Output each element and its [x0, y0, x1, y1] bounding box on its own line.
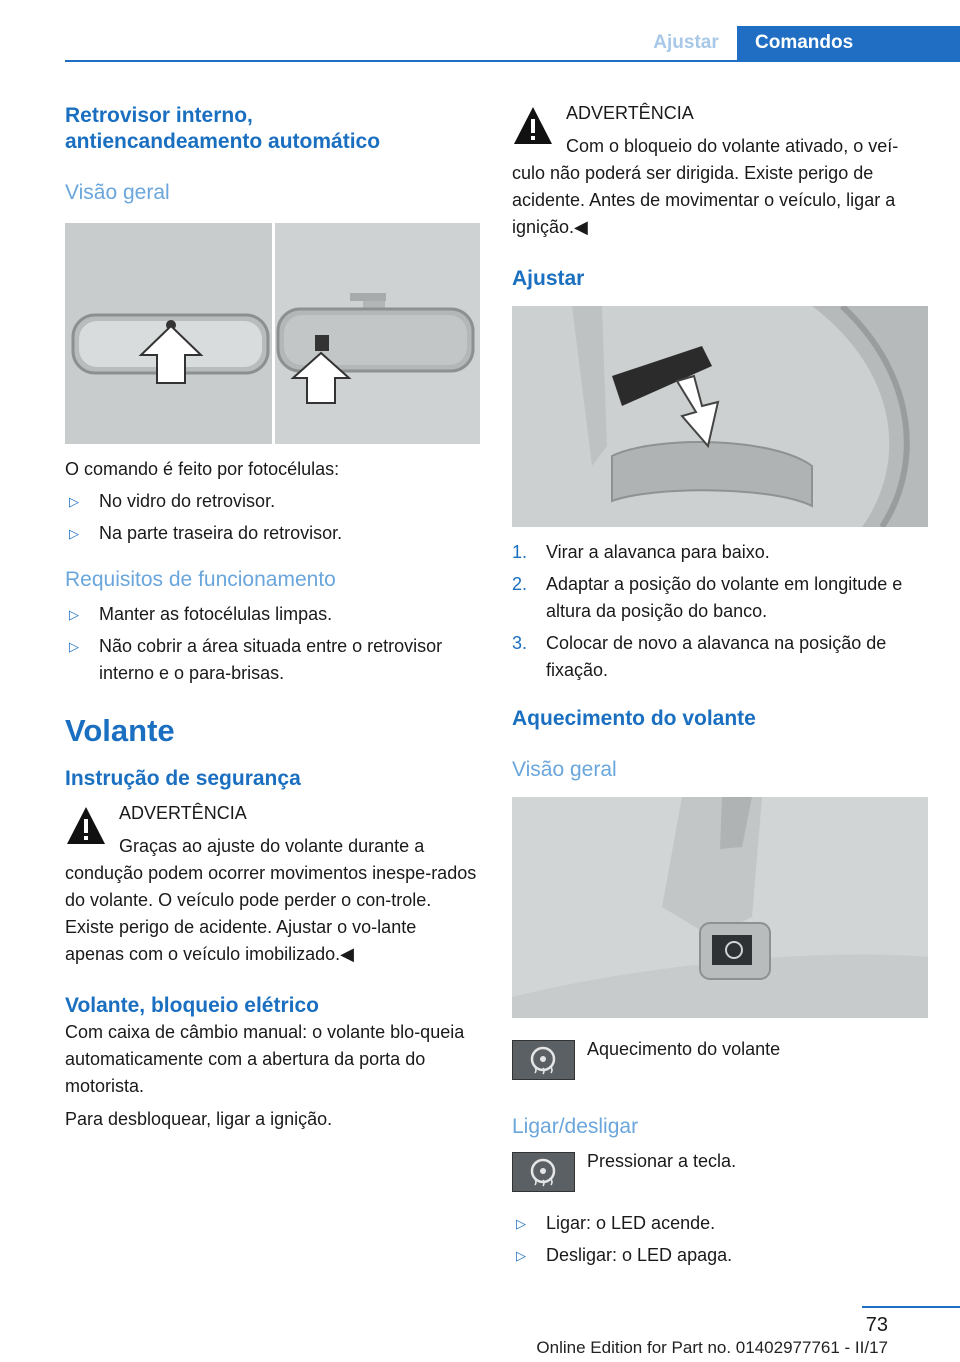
list-item	[65, 488, 480, 515]
warning-text: condução podem ocorrer movimentos inespe-rados do volante. O veículo pode perder o con-trole. Existe perigo de acidente. Ajustar o vo-lante apenas com o veículo imobilizado.◀	[65, 863, 477, 964]
tab-comandos[interactable]: Comandos	[737, 26, 960, 62]
requirements-list	[65, 601, 480, 687]
warning-block	[512, 100, 928, 241]
unlock-text: Para desbloquear, ligar a ignição.	[65, 1109, 333, 1129]
heating-overview-heading: Visão geral	[512, 758, 617, 781]
step-number: 1.	[512, 542, 528, 562]
warning-block	[65, 800, 480, 968]
triangle-bullet-icon: ▷	[516, 1248, 526, 1263]
warning-triangle-icon	[65, 804, 107, 848]
title-line-2: antiencandeamento automático	[65, 130, 381, 153]
list-item	[65, 601, 480, 628]
list-item-text: Desligar: o LED apaga.	[546, 1245, 733, 1265]
heating-button-photo	[512, 797, 928, 1018]
intro-text: O comando é feito por fotocélulas:	[65, 459, 340, 479]
list-item-text: Manter as fotocélulas limpas.	[99, 604, 333, 624]
lock-text: Com caixa de câmbio manual: o volante blo-queia automaticamente com a abertura da porta do motorista.	[65, 1022, 465, 1096]
edition-footer: Online Edition for Part no. 01402977761 - II/17	[536, 1338, 888, 1357]
list-item-text: Ligar: o LED acende.	[546, 1213, 716, 1233]
heating-icon-row	[512, 1036, 928, 1084]
list-item	[512, 539, 928, 566]
triangle-bullet-icon: ▷	[69, 607, 79, 622]
footer-rule	[862, 1306, 960, 1308]
step-text: Adaptar a posição do volante em longitude e altura da posição do banco.	[546, 574, 903, 621]
step-number: 2.	[512, 574, 528, 594]
list-item	[512, 630, 928, 684]
adjust-steps	[512, 539, 928, 684]
warning-text-first: Com o bloqueio do volante ativado, o veí-	[566, 136, 899, 156]
warning-triangle-icon	[512, 104, 554, 148]
photocell-list	[65, 488, 480, 547]
heating-heading: Aquecimento do volante	[512, 707, 756, 730]
list-item-text: No vidro do retrovisor.	[99, 491, 276, 511]
page-number: 73	[865, 1314, 888, 1336]
lock-heading: Volante, bloqueio elétrico	[65, 994, 319, 1017]
onoff-heading: Ligar/desligar	[512, 1115, 639, 1138]
triangle-bullet-icon: ▷	[69, 494, 79, 509]
title-line-1: Retrovisor interno,	[65, 104, 253, 127]
adjust-heading: Ajustar	[512, 267, 585, 290]
press-key-text: Pressionar a tecla.	[587, 1151, 737, 1171]
overview-heading: Visão geral	[65, 181, 170, 204]
steering-lever-photo	[512, 306, 928, 527]
step-text: Colocar de novo a alavanca na posição de fixação.	[546, 633, 887, 680]
left-column	[65, 100, 480, 1133]
warning-text-first: Graças ao ajuste do volante durante a	[119, 836, 425, 856]
chapter-title-volante: Volante	[65, 713, 175, 748]
triangle-bullet-icon: ▷	[69, 639, 79, 654]
triangle-bullet-icon: ▷	[69, 526, 79, 541]
header-rule	[65, 60, 960, 62]
safety-heading: Instrução de segurança	[65, 767, 301, 790]
list-item-text: Não cobrir a área situada entre o retrovisor interno e o para-brisas.	[99, 636, 443, 683]
steering-heating-icon	[512, 1040, 575, 1080]
triangle-bullet-icon: ▷	[516, 1216, 526, 1231]
right-column	[512, 100, 928, 1274]
requirements-heading: Requisitos de funcionamento	[65, 568, 336, 591]
mirror-photo	[65, 223, 480, 444]
list-item	[512, 1210, 928, 1237]
step-number: 3.	[512, 633, 528, 653]
heated-wheel-icon	[513, 1041, 574, 1079]
warning-title: ADVERTÊNCIA	[566, 103, 694, 123]
press-key-row	[512, 1148, 928, 1196]
mirror-illustration	[65, 223, 480, 444]
list-item	[65, 633, 480, 687]
list-item-text: Na parte traseira do retrovisor.	[99, 523, 343, 543]
warning-text: culo não poderá ser dirigida. Existe perigo de acidente. Antes de movimentar o veículo, ligar a ignição.◀	[512, 163, 896, 237]
step-text: Virar a alavanca para baixo.	[546, 542, 770, 562]
warning-title: ADVERTÊNCIA	[119, 803, 247, 823]
led-list	[512, 1210, 928, 1269]
list-item	[65, 520, 480, 547]
list-item	[512, 1242, 928, 1269]
section-title-mirror	[65, 103, 480, 155]
tab-ajustar[interactable]: Ajustar	[653, 32, 719, 53]
steering-heating-button[interactable]	[512, 1152, 575, 1192]
heating-illustration	[512, 797, 928, 1018]
list-item	[512, 571, 928, 625]
heating-icon-label: Aquecimento do volante	[587, 1039, 781, 1059]
lever-illustration	[512, 306, 928, 527]
heated-wheel-icon	[513, 1153, 574, 1191]
